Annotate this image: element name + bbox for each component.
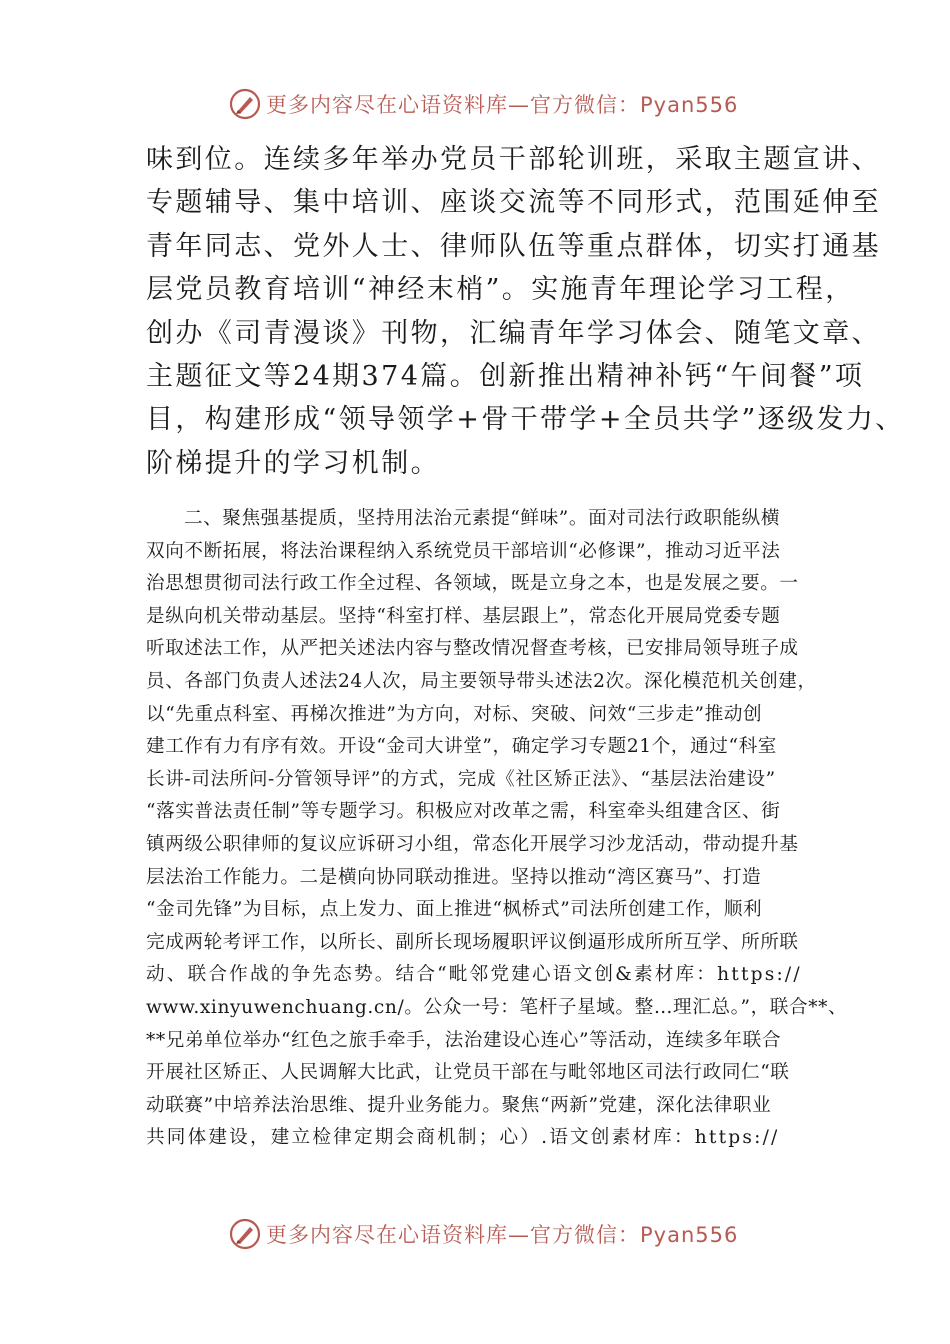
text-line: 创办《司青漫谈》刊物，汇编青年学习体会、随笔文章、: [146, 317, 881, 349]
text-line: 动、联合作战的争先态势。结合“毗邻党建心语文创&素材库：https://: [146, 964, 802, 986]
text-line: 以“先重点科室、再梯次推进”为方向，对标、突破、问效“三步走”推动创: [146, 703, 763, 725]
text-line: 是纵向机关带动基层。坚持“科室打样、基层跟上”，常态化开展局党委专题: [146, 605, 781, 627]
text-line: 建工作有力有序有效。开设“金司大讲堂”，确定学习专题21个，通过“科室: [146, 736, 777, 758]
text-line: 专题辅导、集中培训、座谈交流等不同形式，范围延伸至: [146, 187, 881, 219]
text-line: 双向不断拓展，将法治课程纳入系统党员干部培训“必修课”，推动习近平法: [146, 540, 781, 562]
text-line: “落实普法责任制”等专题学习。积极应对改革之需，科室牵头组建含区、街: [146, 801, 781, 823]
pen-nib-circle-icon: [228, 87, 262, 121]
text-line: 目，构建形成“领导领学+骨干带学+全员共学”逐级发力、: [146, 404, 905, 436]
header-watermark: [228, 84, 739, 124]
watermark-text: 更多内容尽在心语资料库—官方微信：Pyan556: [266, 93, 739, 117]
text-line: 长讲-司法所问-分管领导评”的方式，完成《社区矫正法》、“基层法治建设”: [146, 768, 776, 790]
text-line: 治思想贯彻司法行政工作全过程、各领域，既是立身之本，也是发展之要。一: [146, 573, 799, 595]
pen-nib-circle-icon: [228, 1217, 262, 1251]
text-line: www.xinyuwenchuang.cn/。公众一号：笔杆子星域。整…理汇总。”，联合**、: [146, 996, 848, 1018]
text-line: 味到位。连续多年举办党员干部轮训班，采取主题宣讲、: [146, 144, 881, 175]
text-line: 员、各部门负责人述法24人次，局主要领导带头述法2次。深化模范机关创建，: [146, 670, 817, 692]
text-line: 听取述法工作，从严把关述法内容与整改情况督查考核，已安排局领导班子成: [146, 638, 799, 660]
text-line: 阶梯提升的学习机制。: [146, 447, 440, 479]
text-line: 完成两轮考评工作，以所长、副所长现场履职评议倒逼形成所所互学、所所联: [146, 931, 799, 953]
footer-watermark: [228, 1214, 739, 1254]
text-line: 层党员教育培训“神经末梢”。实施青年理论学习工程，: [146, 274, 855, 306]
text-line: 镇两级公职律师的复议应诉研习小组，常态化开展学习沙龙活动，带动提升基: [146, 833, 799, 855]
text-line: 层法治工作能力。二是横向协同联动推进。坚持以推动“湾区赛马”、打造: [146, 866, 762, 888]
text-line: 开展社区矫正、人民调解大比武，让党员干部在与毗邻地区司法行政同仁“联: [146, 1062, 790, 1084]
text-line: 主题征文等24期374篇。创新推出精神补钙“午间餐”项: [146, 360, 865, 392]
large-text-paragraph: [146, 138, 905, 485]
text-line: 二、聚焦强基提质，坚持用法治元素提“鲜味”。面对司法行政职能纵横: [184, 508, 781, 529]
text-line: 共同体建设，建立检律定期会商机制；心）.语文创素材库：https://: [146, 1127, 780, 1149]
text-line: 动联赛”中培养法治思维、提升业务能力。聚焦“两新”党建，深化法律职业: [146, 1094, 772, 1116]
body-text-paragraph: [146, 503, 848, 1155]
text-line: “金司先锋”为目标，点上发力、面上推进“枫桥式”司法所创建工作，顺利: [146, 899, 763, 921]
text-line: 青年同志、党外人士、律师队伍等重点群体，切实打通基: [146, 230, 881, 262]
watermark-text: 更多内容尽在心语资料库—官方微信：Pyan556: [266, 1223, 739, 1247]
text-line: **兄弟单位举办“红色之旅手牵手，法治建设心连心”等活动，连续多年联合: [146, 1029, 782, 1051]
